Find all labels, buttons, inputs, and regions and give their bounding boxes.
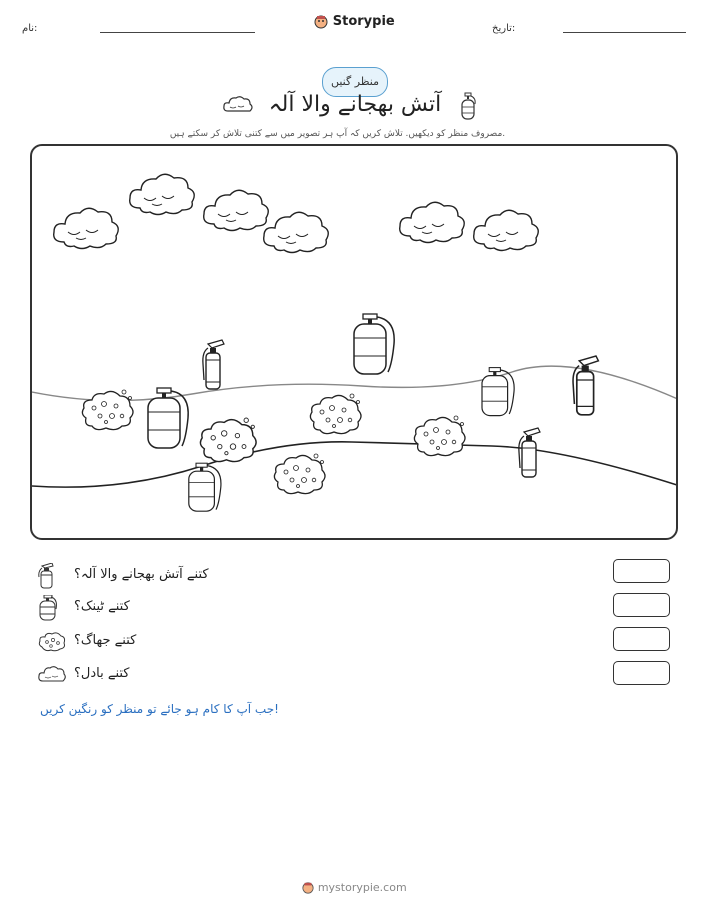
name-label: نام:	[22, 23, 38, 34]
brand-logo	[0, 14, 709, 29]
fire-extinguisher-icon	[459, 92, 477, 120]
completion-note: جب آپ کا کام ہو جائے تو منظر کو رنگین کریں!	[40, 702, 279, 716]
tank-3	[189, 463, 221, 511]
question-row-4	[38, 662, 238, 688]
footer-site[interactable]: mystorypie.com	[317, 881, 407, 894]
foam-4	[274, 454, 325, 494]
answer-box-foam[interactable]	[613, 627, 670, 651]
foam-2	[200, 418, 256, 462]
page-title: آتش بھجانے والا آلہ	[268, 92, 442, 117]
question-text: کتنے جھاگ؟	[74, 633, 137, 648]
storypie-logo-icon	[314, 15, 328, 29]
fire-extinguisher-icon	[38, 563, 56, 589]
instructions: مصروف منظر کو دیکھیں. تلاش کریں کہ آپ ہر تصویر میں سے کتنی تلاش کر سکتے ہیں.	[169, 129, 506, 139]
worksheet-tag: منظر گنیں	[322, 67, 388, 97]
scene-illustration	[32, 146, 678, 540]
question-row-2	[38, 595, 238, 621]
name-field[interactable]	[100, 32, 255, 33]
foam-1	[82, 390, 133, 430]
footer	[0, 881, 709, 894]
cloud-3	[204, 190, 269, 230]
foam-3	[310, 394, 361, 434]
answer-box-tank[interactable]	[613, 593, 670, 617]
question-row-1	[38, 563, 238, 589]
cloud-1	[54, 208, 119, 248]
question-text: کتنے بادل؟	[74, 666, 130, 681]
date-field[interactable]	[563, 32, 686, 33]
brand-name: Storypie	[332, 14, 395, 29]
foam-icon	[38, 631, 66, 653]
question-text: کتنے ٹینک؟	[74, 599, 130, 614]
date-label: تاریخ:	[492, 23, 516, 34]
question-text: کتنے آتش بھجانے والا آلہ؟	[74, 567, 209, 582]
storypie-logo-icon	[302, 882, 314, 894]
cloud-4	[264, 212, 329, 252]
question-row-3	[38, 629, 238, 655]
scene-frame[interactable]	[30, 144, 678, 540]
extinguisher-1	[203, 340, 224, 389]
cloud-5	[400, 202, 465, 242]
extinguisher-3	[519, 428, 540, 477]
answer-box-cloud[interactable]	[613, 661, 670, 685]
answer-box-extinguisher[interactable]	[613, 559, 670, 583]
foam-5	[414, 416, 465, 456]
cloud-2	[130, 174, 195, 214]
cloud-icon	[222, 94, 254, 116]
cloud-icon	[38, 664, 66, 686]
cloud-6	[474, 210, 539, 250]
tank-icon	[38, 595, 58, 621]
extinguisher-2	[573, 356, 598, 415]
tank-4	[482, 368, 514, 416]
tank-1	[354, 314, 394, 374]
